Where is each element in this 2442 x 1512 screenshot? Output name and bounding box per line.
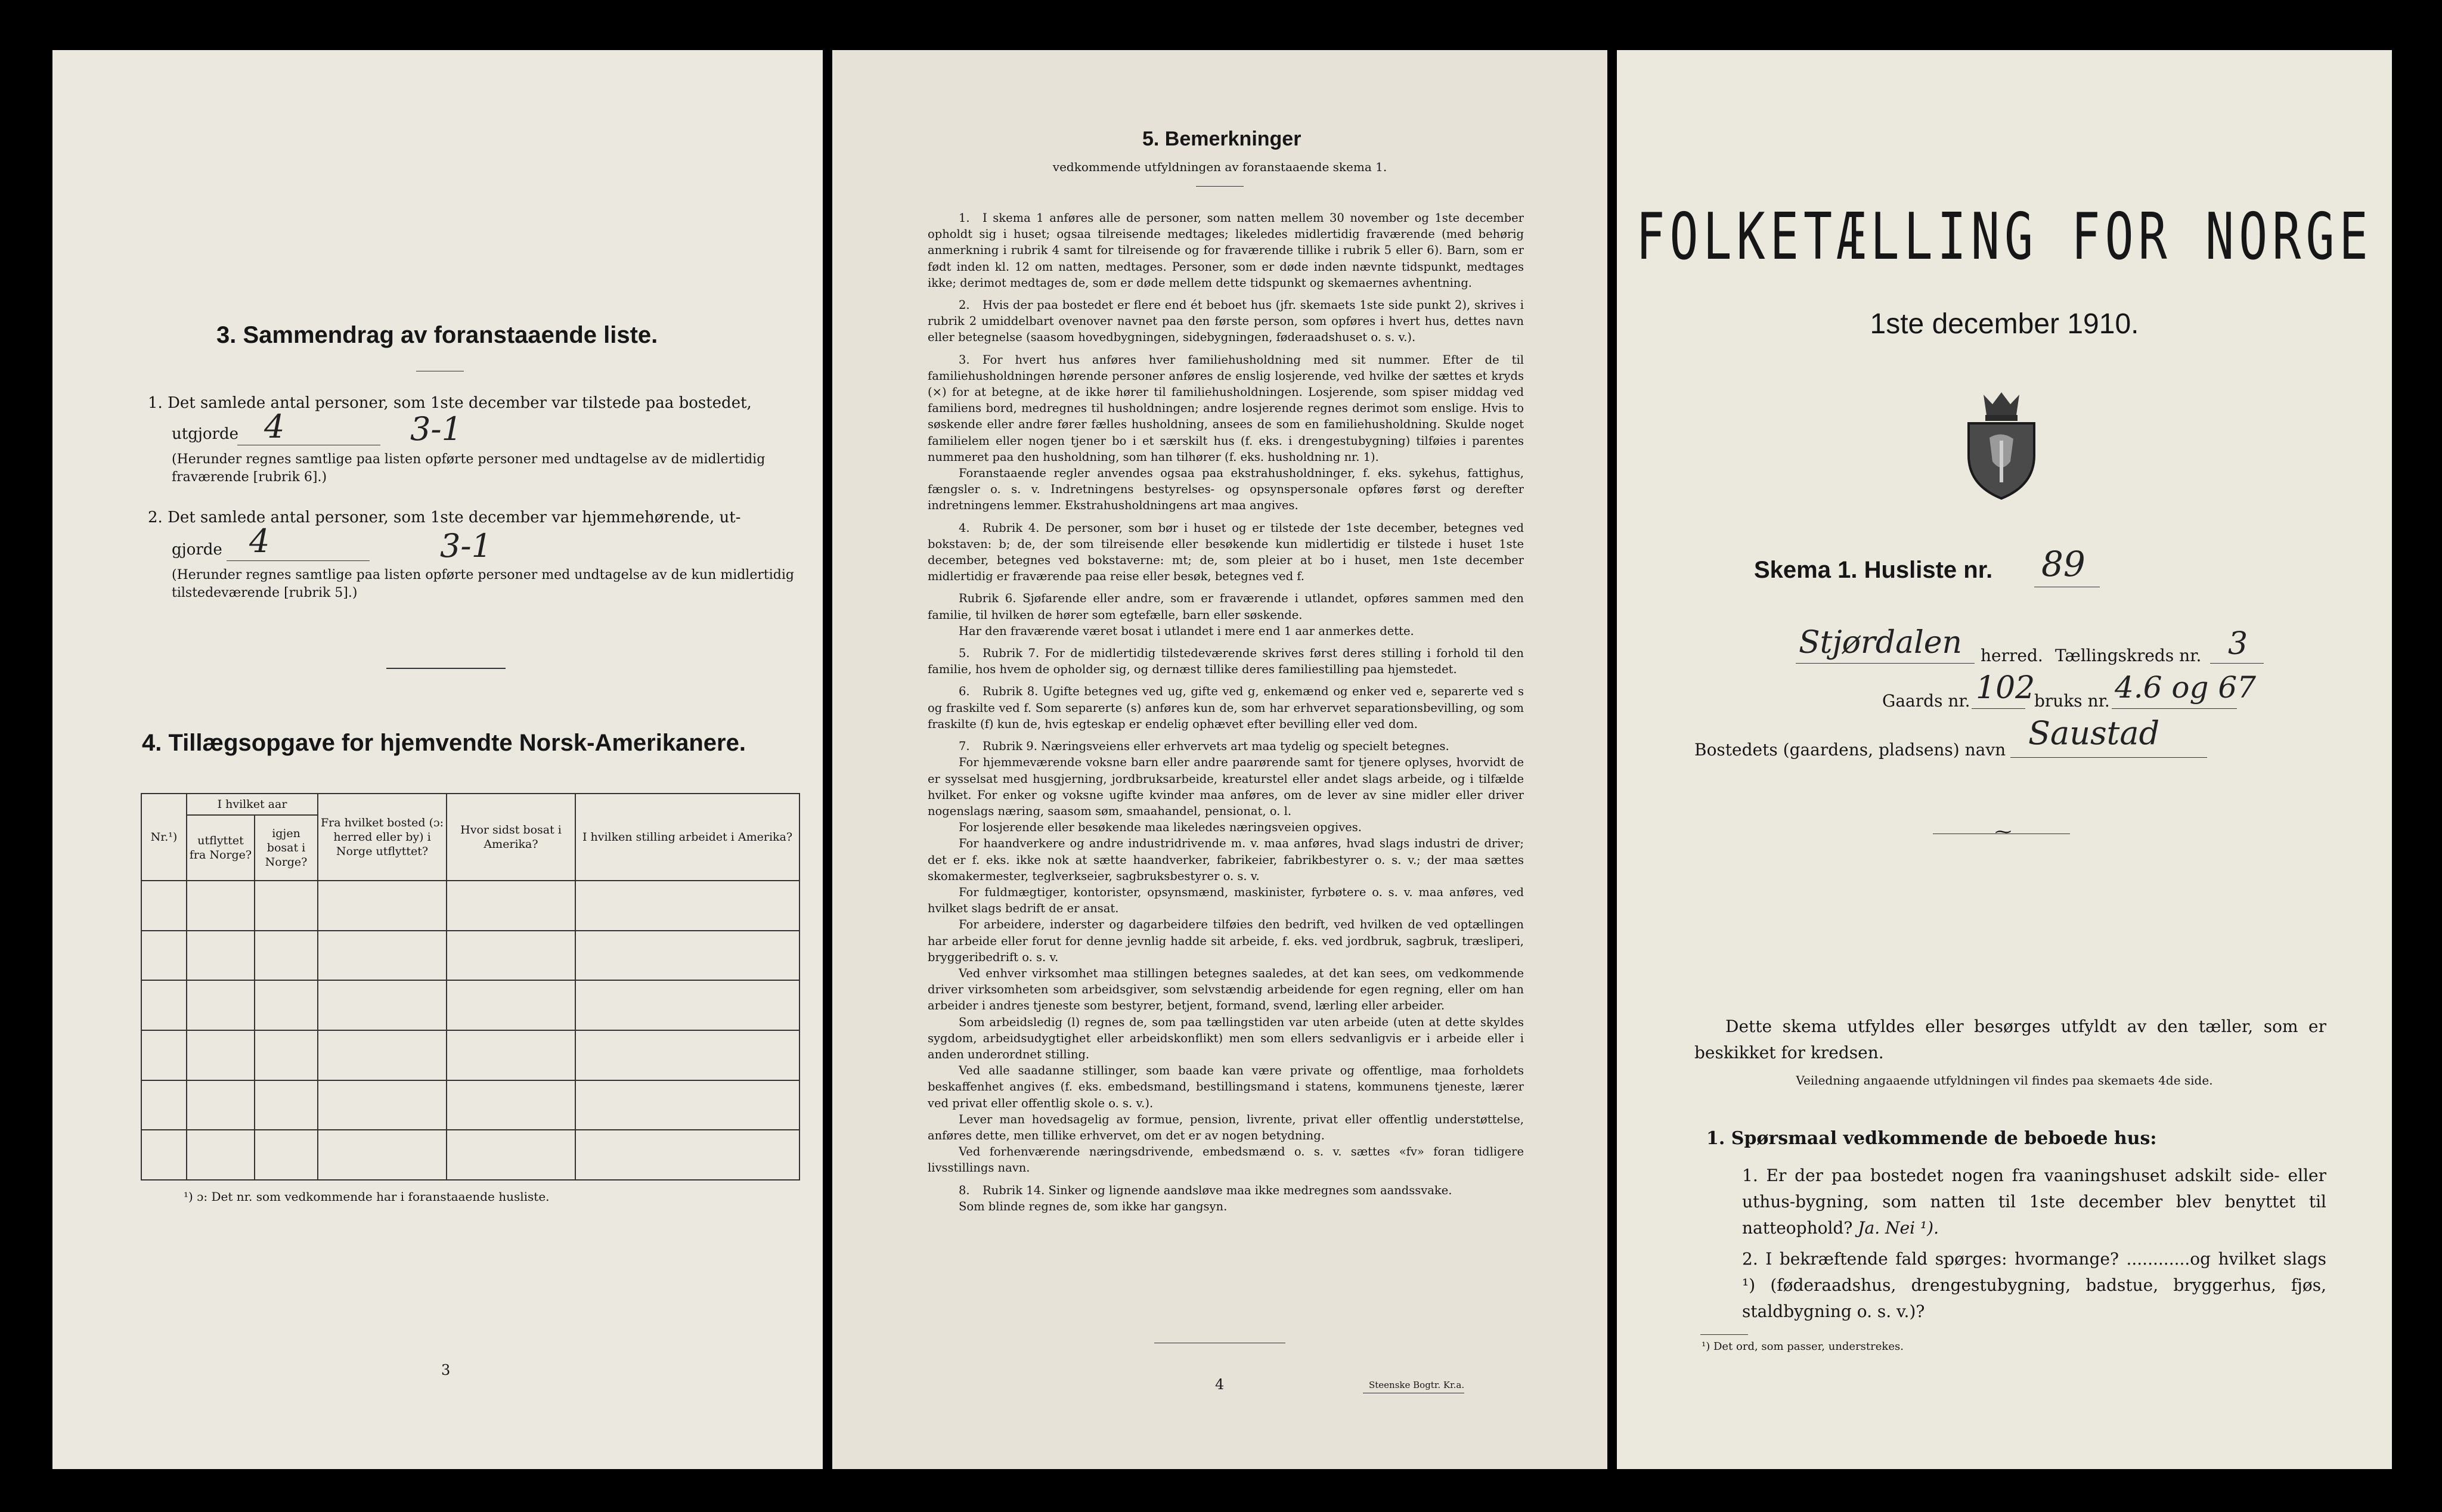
- question-1-answer: Ja. Nei ¹).: [1858, 1218, 1939, 1238]
- fill-line: [1796, 663, 1975, 664]
- remark-item: 2. Hvis der paa bostedet er flere end ét beboet hus (jfr. skemaets 1ste side punkt 2), skrives i rubrik 2 umiddelbart ovenover navnet paa den første person, som opføres i hvert hus, dettes navn eller betegnelse (saasom hovedbygningen, sidebygningen, føderaadshuset o. s. v.).: [928, 298, 1524, 345]
- col-header-utflyttet: utflyttet fra Norge?: [187, 815, 255, 881]
- page-4-remarks: [832, 50, 1607, 1469]
- remark-item: 5. Rubrik 7. For de midlertidig tilstedeværende skrives først deres stilling i forhold til den familie, hos hvem de opholder sig, og dernæst tillike deres familiestilling paa hjemstedet.: [928, 646, 1524, 677]
- handwritten-count-detail: 3-1: [440, 527, 492, 565]
- col-header-nr: Nr.¹): [141, 794, 187, 881]
- remark-item: Ved alle saadanne stillinger, som baade kan være private og offentlige, maa forholdets beskaffenhet angives (f. eks. embedsmand, bestillingsmand i statens, kommunens tjeneste, lærer ved privat eller offentlig skole o. s. v.).: [928, 1064, 1524, 1110]
- remark-item: For losjerende eller besøkende maa likeledes næringsveien opgives.: [959, 820, 1362, 835]
- remark-item: Foranstaaende regler anvendes ogsaa paa ekstrahusholdninger, f. eks. sykehus, fattighus, fængsler o. s. v. Indretningens bestyrelses- og opsynspersonale opføres først og derefter indretningens lemmer. Ekstrahusholdningens art maa angives.: [928, 466, 1524, 513]
- fill-line: [2010, 757, 2207, 758]
- divider: [1196, 186, 1244, 187]
- remark-item: For hjemmeværende voksne barn eller andre paarørende samt for tjenere oplyses, hvorvidt de er sysselsat med husgjerning, jordbruksarbeide, kreaturstel eller andet slags arbeide, og i tilfælde hvilket. For enker og voksne ugifte kvinder maa anføres, om de lever av sine midler eller driver nogenslags næring, saasom søm, smaahandel, pensionat, o. l.: [928, 755, 1524, 818]
- gaards-number: 102: [1976, 670, 2035, 706]
- form-title: FOLKETÆLLING FOR NORGE: [1636, 199, 2373, 274]
- col-header-stilling: I hvilken stilling arbeidet i Amerika?: [575, 794, 799, 881]
- section-4-title: 4. Tillægsopgave for hjemvendte Norsk-Amerikanere.: [142, 730, 746, 756]
- remark-item: For haandverkere og andre industridrivende m. v. maa anføres, hvad slags industri de driver; det er f. eks. ikke nok at sætte haandverker, fabrikeier, fabrikbestyrer o. s. v.; der maa sættes skomakermester, teglverkseier, sagbruksbestyrer o. s. v.: [928, 836, 1524, 883]
- printer-mark: Steenske Bogtr. Kr.a.: [1369, 1380, 1465, 1390]
- bosted-handwritten: Saustad: [2028, 714, 2160, 752]
- gaards-label: Gaards nr.: [1882, 691, 1970, 711]
- col-header-bosat: igjen bosat i Norge?: [255, 815, 318, 881]
- form-date: 1ste december 1910.: [1870, 308, 2139, 340]
- table-row: [141, 881, 799, 931]
- norwegian-coat-of-arms-icon: [1957, 384, 2046, 503]
- remark-item: Har den fraværende været bosat i utlandet i mere end 1 aar anmerkes dette.: [959, 624, 1414, 638]
- remark-item: Som arbeidsledig (l) regnes de, som paa tællingstiden var uten arbeide (uten at dette skyldes sygdom, arbeidsudygtighet eller arbeidskonflikt) men som ellers sedvanligvis er i arbeide eller i anden underordnet stilling.: [928, 1015, 1524, 1061]
- remark-item: For arbeidere, inderster og dagarbeidere tilføies den bedrift, ved hvilken de ved optællingen har arbeide eller forut for denne jevnlig hadde sit arbeide, f. eks. ved jordbruk, sagbruk, træsliperi, bryggeribedrift o. s. v.: [928, 918, 1524, 964]
- remark-item: 8. Rubrik 14. Sinker og lignende aandsløve maa ikke medregnes som aandssvake.: [959, 1183, 1452, 1197]
- herred-handwritten: Stjørdalen: [1799, 625, 1962, 661]
- bruks-number: 4.6 og 67: [2115, 670, 2257, 705]
- page-1-cover: [1617, 50, 2392, 1469]
- remark-item: 3. For hvert hus anføres hver familiehusholdning med sit nummer. Efter de til familiehusholdningen hørende personer anføres de enslig losjerende, ved hvilke der sættes et kryds (×) for at betegne, at de ikke hører til familiehusholdningen. Losjerende, som spiser middag ved familiens bord, medregnes til husholdningen; andre losjerende regnes derimot som enslige. Hvis to søskende eller andre fører fælles husholdning, ansees de som en familiehusholdning. Skulde noget familielem eller nogen tjener bo i et særskilt hus (f. eks. i drengestubygning) tilføies i parentes nummeret paa den husholdning, som han tilhører (f. eks. husholdning nr. 1).: [928, 352, 1524, 464]
- table-row: [141, 1130, 799, 1180]
- remark-item: Lever man hovedsagelig av formue, pension, livrente, privat eller offentlig understøttelse, anføres dette, men tillike erhvervet, om det er av nogen betydning.: [928, 1112, 1524, 1142]
- intro-text: Dette skema utfyldes eller besørges utfyldt av den tæller, som er beskikket for kredsen.: [1694, 1017, 2326, 1062]
- remark-item: Ved forhenværende næringsdrivende, embedsmænd o. s. v. sættes «fv» foran tidligere livsstillings navn.: [928, 1145, 1524, 1175]
- remark-item: Ved enhver virksomhet maa stillingen betegnes saaledes, at det kan sees, om vedkommende driver virksomheten som arbeidsgiver, som selvstændig arbeidende for egen regning, eller om han arbeider i andres tjeneste som bestyrer, betjent, formand, svend, lærling eller arbeider.: [928, 966, 1524, 1013]
- item-2-text: 2. Det samlede antal personer, som 1ste december var hjemmehørende, ut-: [148, 509, 741, 526]
- table-row: [141, 931, 799, 981]
- item-1-label: utgjorde: [172, 425, 239, 443]
- remark-item: 7. Rubrik 9. Næringsveiens eller erhvervets art maa tydelig og specielt betegnes.: [959, 739, 1449, 754]
- section-3-title: 3. Sammendrag av foranstaaende liste.: [216, 322, 658, 348]
- kreds-number: 3: [2228, 626, 2248, 662]
- table-footnote: ¹) ɔ: Det nr. som vedkommende har i foranstaaende husliste.: [184, 1189, 550, 1204]
- bosted-label: Bostedets (gaardens, pladsens) navn: [1694, 740, 2006, 760]
- handwritten-count: 4: [249, 522, 270, 560]
- cover-footnote: ¹) Det ord, som passer, understrekes.: [1702, 1340, 1904, 1353]
- question-1: 1. Er der paa bostedet nogen fra vaaningshuset adskilt side- eller uthus-bygning, som natten til 1ste december blev benyttet til natteophold? Ja. Nei ¹).: [1742, 1166, 2326, 1238]
- bruks-label: bruks nr.: [2034, 691, 2110, 711]
- page-3-summary: [52, 50, 823, 1469]
- item-1-text: 1. Det samlede antal personer, som 1ste december var tilstede paa bostedet,: [148, 394, 752, 412]
- questions-header: 1. Spørsmaal vedkommende de beboede hus:: [1706, 1128, 2157, 1149]
- remark-item: Rubrik 6. Sjøfarende eller andre, som er fraværende i utlandet, opføres sammen med den familie, til hvilken de hører som egtefælle, barn eller søskende.: [928, 591, 1524, 622]
- col-header-bosted: Fra hvilket bosted (ɔ: herred eller by) i Norge utflyttet?: [318, 794, 447, 881]
- table-row: [141, 1030, 799, 1080]
- fill-line: [227, 560, 370, 561]
- col-header-group: I hvilket aar: [187, 794, 318, 815]
- husliste-number: 89: [2041, 544, 2085, 584]
- remark-item: 1. I skema 1 anføres alle de personer, som natten mellem 30 november og 1ste december opholdt sig i huset; ogsaa tilreisende medtages; likeledes midlertidig fraværende (med behørig anmerkning i rubrik 4 samt for tilreisende og for fraværende tillike i rubrik 5 eller 6). Barn, som er født inden kl. 12 om natten, medtages. Personer, som er døde inden nævnte tidspunkt, medtages ikke; derimot medtages de, som er døde mellem dette tidspunkt og skemaernes avhentning.: [928, 211, 1524, 290]
- intro-small-text: Veiledning angaaende utfyldningen vil findes paa skemaets 4de side.: [1796, 1073, 2213, 1087]
- item-2-label: gjorde: [172, 541, 222, 559]
- item-1-note: (Herunder regnes samtlige paa listen opførte personer med undtagelse av de midlertidig fraværende [rubrik 6].): [172, 452, 766, 485]
- col-header-amerika: Hvor sidst bosat i Amerika?: [447, 794, 575, 881]
- table-row: [141, 980, 799, 1030]
- kreds-label: Tællingskreds nr.: [2055, 646, 2202, 665]
- divider: [386, 668, 506, 669]
- remark-item: Som blinde regnes de, som ikke har gangsyn.: [959, 1199, 1228, 1213]
- question-2: 2. I bekræftende fald spørges: hvormange? ............og hvilket slags ¹) (føderaadshus, drengestubygning, badstue, bryggerhus, fjøs, staldbygning o. s. v.)?: [1742, 1249, 2326, 1321]
- page-number: 4: [1215, 1376, 1225, 1393]
- ornament-icon: ⁓: [1995, 822, 2012, 841]
- table-row: [141, 1080, 799, 1130]
- norsk-amerikanere-table: [141, 793, 800, 1181]
- remark-item: 4. Rubrik 4. De personer, som bør i huset og er tilstede der 1ste december, betegnes ved bokstaven: b; de, der som tilreisende eller besøkende kun midlertidig er tilstede i huset 1ste december, betegnes ved bokstaverne: mt; de, som pleier at bo i huset, men 1ste december midlertidig er fraværende paa reise eller besøk, betegnes ved f.: [928, 520, 1524, 584]
- page-number: 3: [441, 1362, 451, 1378]
- remark-item: For fuldmægtiger, kontorister, opsynsmænd, maskinister, fyrbøtere o. s. v. maa anføres, ved hvilket slags bedrift de er ansat.: [928, 885, 1524, 916]
- handwritten-count: 4: [264, 408, 285, 445]
- remarks-subtitle: vedkommende utfyldningen av foranstaaende skema 1.: [1052, 160, 1387, 174]
- herred-label: herred.: [1981, 646, 2043, 665]
- remark-item: 6. Rubrik 8. Ugifte betegnes ved ug, gifte ved g, enkemænd og enker ved e, separerte ved s og fraskilte ved f. Som separerte (s) anføres kun de, som har erhvervet separationsbevilling, og som fraskilte (f) kun de, hvis egteskap er endelig ophævet efter bevilling eller ved dom.: [928, 684, 1524, 731]
- skema-label: Skema 1. Husliste nr.: [1754, 557, 1993, 583]
- remarks-list: [928, 204, 1524, 1214]
- item-2-note: (Herunder regnes samtlige paa listen opførte personer med undtagelse av de kun midlertidig tilstedeværende [rubrik 5].): [172, 568, 794, 600]
- divider: [1700, 1334, 1748, 1335]
- fill-line: [1972, 708, 2025, 709]
- fill-line: [2112, 708, 2237, 709]
- remarks-title: 5. Bemerkninger: [1142, 128, 1301, 150]
- fill-line: [2210, 663, 2264, 664]
- handwritten-count-detail: 3-1: [410, 410, 462, 448]
